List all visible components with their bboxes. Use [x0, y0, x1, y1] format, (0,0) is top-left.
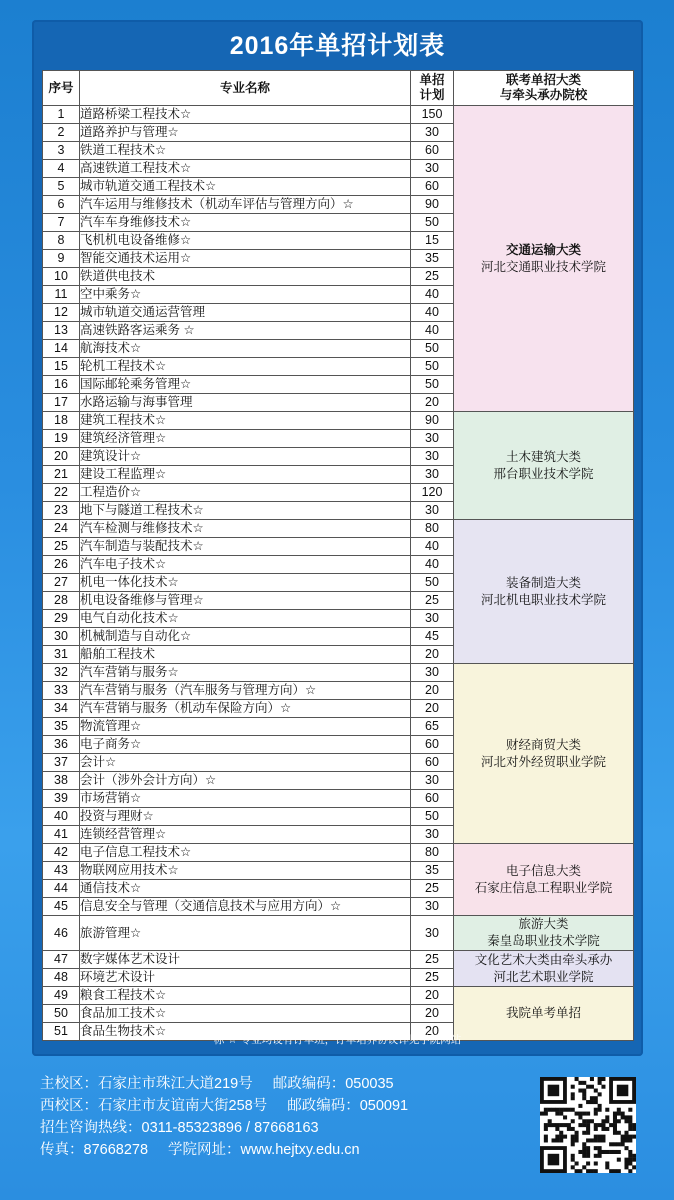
table-row: [43, 844, 634, 862]
major-name: 轮机工程技术☆: [80, 358, 411, 376]
row-number: 19: [43, 430, 80, 448]
category-name: 我院单考单招: [505, 1006, 581, 1020]
qr-code-graphic: [540, 1077, 636, 1173]
plan-count: 35: [411, 862, 454, 880]
major-name: 会计（涉外会计方向）☆: [80, 772, 411, 790]
table-row: [43, 987, 634, 1005]
header-no: 序号: [43, 71, 80, 106]
row-number: 5: [43, 178, 80, 196]
plan-count: 30: [411, 466, 454, 484]
lead-school: 秦皇岛职业技术学院: [487, 934, 600, 948]
header-qty-line1: 单招: [419, 73, 445, 87]
table-row: [43, 106, 634, 124]
major-name: 投资与理财☆: [80, 808, 411, 826]
row-number: 51: [43, 1023, 80, 1041]
row-number: 36: [43, 736, 80, 754]
major-name: 旅游管理☆: [80, 916, 411, 951]
major-name: 汽车运用与维修技术（机动车评估与管理方向）☆: [80, 196, 411, 214]
row-number: 38: [43, 772, 80, 790]
contact-info: [40, 1073, 408, 1161]
category-name: 土木建筑大类: [505, 449, 581, 464]
plan-count: 40: [411, 556, 454, 574]
row-number: 31: [43, 646, 80, 664]
page-title: 2016年单招计划表: [229, 32, 446, 60]
plan-count: 90: [411, 412, 454, 430]
header-name: 专业名称: [80, 71, 411, 106]
major-name: 电气自动化技术☆: [80, 610, 411, 628]
major-name: 信息安全与管理（交通信息技术与应用方向）☆: [80, 898, 411, 916]
plan-count: 35: [411, 250, 454, 268]
row-number: 14: [43, 340, 80, 358]
plan-count: 20: [411, 394, 454, 412]
row-number: 17: [43, 394, 80, 412]
major-name: 道路桥梁工程技术☆: [80, 106, 411, 124]
table-row: [43, 664, 634, 682]
plan-count: 50: [411, 214, 454, 232]
major-name: 会计☆: [80, 754, 411, 772]
plan-count: 30: [411, 160, 454, 178]
major-name: 工程造价☆: [80, 484, 411, 502]
plan-count: 30: [411, 772, 454, 790]
row-number: 26: [43, 556, 80, 574]
header-qty-line2: 计划: [419, 88, 445, 102]
west-campus-zip: 邮政编码：050091: [287, 1098, 409, 1114]
row-number: 8: [43, 232, 80, 250]
plan-table: [42, 70, 634, 1041]
west-campus-row: [40, 1095, 408, 1117]
row-number: 44: [43, 880, 80, 898]
table-row: [43, 412, 634, 430]
plan-count: 30: [411, 664, 454, 682]
lead-school: 河北交通职业技术学院: [480, 259, 606, 274]
main-campus-row: [40, 1073, 408, 1095]
row-number: 22: [43, 484, 80, 502]
plan-count: 65: [411, 718, 454, 736]
row-number: 35: [43, 718, 80, 736]
row-number: 13: [43, 322, 80, 340]
plan-count: 60: [411, 754, 454, 772]
row-number: 29: [43, 610, 80, 628]
lead-school: 河北对外经贸职业学院: [480, 754, 606, 769]
row-number: 7: [43, 214, 80, 232]
table-row: [43, 520, 634, 538]
major-name: 建筑经济管理☆: [80, 430, 411, 448]
header-group: [454, 71, 634, 106]
website: 学院网址：www.hejtxy.edu.cn: [168, 1142, 360, 1158]
plan-count: 80: [411, 844, 454, 862]
major-name: 物联网应用技术☆: [80, 862, 411, 880]
major-name: 机电一体化技术☆: [80, 574, 411, 592]
plan-table-body: [43, 106, 634, 1041]
major-name: 连锁经营管理☆: [80, 826, 411, 844]
plan-count: 30: [411, 826, 454, 844]
plan-count: 25: [411, 592, 454, 610]
category-cell: [454, 916, 634, 951]
plan-count: 15: [411, 232, 454, 250]
row-number: 9: [43, 250, 80, 268]
main-campus-zip: 邮政编码：050035: [272, 1076, 394, 1092]
row-number: 39: [43, 790, 80, 808]
major-name: 汽车电子技术☆: [80, 556, 411, 574]
major-name: 食品生物技术☆: [80, 1023, 411, 1041]
plan-count: 40: [411, 304, 454, 322]
plan-count: 25: [411, 951, 454, 969]
plan-count: 50: [411, 340, 454, 358]
major-name: 汽车车身维修技术☆: [80, 214, 411, 232]
row-number: 23: [43, 502, 80, 520]
row-number: 24: [43, 520, 80, 538]
plan-count: 50: [411, 358, 454, 376]
category-name: 旅游大类: [518, 917, 569, 931]
row-number: 21: [43, 466, 80, 484]
plan-count: 60: [411, 142, 454, 160]
plan-panel: [32, 20, 643, 1056]
major-name: 汽车检测与维修技术☆: [80, 520, 411, 538]
major-name: 城市轨道交通运营管理: [80, 304, 411, 322]
fax-web-row: [40, 1139, 408, 1161]
category-name: 文化艺术大类由牵头承办: [474, 952, 613, 967]
plan-count: 40: [411, 538, 454, 556]
plan-count: 20: [411, 1023, 454, 1041]
plan-count: 30: [411, 448, 454, 466]
category-name: 电子信息大类: [505, 863, 581, 878]
major-name: 物流管理☆: [80, 718, 411, 736]
major-name: 电子信息工程技术☆: [80, 844, 411, 862]
header-group-line1: 联考单招大类: [505, 73, 581, 87]
table-header-row: [43, 71, 634, 106]
plan-count: 30: [411, 502, 454, 520]
plan-count: 30: [411, 430, 454, 448]
major-name: 地下与隧道工程技术☆: [80, 502, 411, 520]
major-name: 铁道供电技术: [80, 268, 411, 286]
major-name: 通信技术☆: [80, 880, 411, 898]
row-number: 50: [43, 1005, 80, 1023]
row-number: 25: [43, 538, 80, 556]
hotline: 招生咨询热线：0311-85323896 / 87668163: [40, 1120, 319, 1136]
plan-count: 60: [411, 790, 454, 808]
row-number: 20: [43, 448, 80, 466]
plan-count: 80: [411, 520, 454, 538]
fax: 传真：87668278: [40, 1142, 149, 1158]
plan-count: 20: [411, 987, 454, 1005]
row-number: 42: [43, 844, 80, 862]
row-number: 32: [43, 664, 80, 682]
major-name: 食品加工技术☆: [80, 1005, 411, 1023]
major-name: 建设工程监理☆: [80, 466, 411, 484]
row-number: 28: [43, 592, 80, 610]
plan-count: 90: [411, 196, 454, 214]
plan-count: 20: [411, 700, 454, 718]
major-name: 数字媒体艺术设计: [80, 951, 411, 969]
major-name: 高速铁路客运乘务 ☆: [80, 322, 411, 340]
row-number: 40: [43, 808, 80, 826]
row-number: 10: [43, 268, 80, 286]
row-number: 30: [43, 628, 80, 646]
row-number: 16: [43, 376, 80, 394]
major-name: 汽车营销与服务☆: [80, 664, 411, 682]
plan-count: 40: [411, 322, 454, 340]
plan-count: 150: [411, 106, 454, 124]
major-name: 汽车营销与服务（汽车服务与管理方向）☆: [80, 682, 411, 700]
plan-count: 30: [411, 898, 454, 916]
plan-count: 45: [411, 628, 454, 646]
major-name: 汽车制造与装配技术☆: [80, 538, 411, 556]
major-name: 建筑工程技术☆: [80, 412, 411, 430]
major-name: 城市轨道交通工程技术☆: [80, 178, 411, 196]
major-name: 智能交通技术运用☆: [80, 250, 411, 268]
row-number: 48: [43, 969, 80, 987]
major-name: 环境艺术设计: [80, 969, 411, 987]
major-name: 建筑设计☆: [80, 448, 411, 466]
plan-count: 20: [411, 682, 454, 700]
plan-count: 60: [411, 736, 454, 754]
table-row: [43, 916, 634, 951]
major-name: 水路运输与海事管理: [80, 394, 411, 412]
row-number: 34: [43, 700, 80, 718]
order-class-note: 标“☆”专业均设有订单班，订单培养协议详见学院网站: [213, 1034, 462, 1046]
plan-count: 25: [411, 969, 454, 987]
major-name: 汽车营销与服务（机动车保险方向）☆: [80, 700, 411, 718]
table-row: [43, 951, 634, 969]
plan-count: 30: [411, 610, 454, 628]
lead-school: 河北机电职业技术学院: [480, 592, 606, 607]
plan-count: 50: [411, 574, 454, 592]
row-number: 46: [43, 916, 80, 951]
major-name: 飞机机电设备维修☆: [80, 232, 411, 250]
row-number: 37: [43, 754, 80, 772]
west-campus-address: 西校区：石家庄市友谊南大街258号: [40, 1098, 268, 1114]
plan-count: 20: [411, 646, 454, 664]
major-name: 市场营销☆: [80, 790, 411, 808]
category-cell: [454, 844, 634, 916]
plan-count: 50: [411, 808, 454, 826]
plan-count: 120: [411, 484, 454, 502]
row-number: 2: [43, 124, 80, 142]
major-name: 高速铁道工程技术☆: [80, 160, 411, 178]
lead-school: 石家庄信息工程职业学院: [474, 880, 613, 895]
category-cell: [454, 106, 634, 412]
header-qty: [411, 71, 454, 106]
row-number: 41: [43, 826, 80, 844]
plan-count: 50: [411, 376, 454, 394]
category-cell: [454, 664, 634, 844]
row-number: 1: [43, 106, 80, 124]
qr-code-icon: [540, 1077, 636, 1173]
row-number: 12: [43, 304, 80, 322]
plan-count: 25: [411, 268, 454, 286]
row-number: 45: [43, 898, 80, 916]
major-name: 道路养护与管理☆: [80, 124, 411, 142]
category-name: 装备制造大类: [505, 575, 581, 590]
category-name: 财经商贸大类: [505, 737, 581, 752]
row-number: 18: [43, 412, 80, 430]
lead-school: 河北艺术职业学院: [493, 969, 594, 984]
header-group-line2: 与牵头承办院校: [499, 88, 588, 102]
row-number: 49: [43, 987, 80, 1005]
major-name: 电子商务☆: [80, 736, 411, 754]
major-name: 铁道工程技术☆: [80, 142, 411, 160]
plan-count: 30: [411, 124, 454, 142]
row-number: 15: [43, 358, 80, 376]
category-cell: [454, 520, 634, 664]
row-number: 27: [43, 574, 80, 592]
category-name: 交通运输大类: [505, 242, 581, 257]
major-name: 空中乘务☆: [80, 286, 411, 304]
row-number: 4: [43, 160, 80, 178]
major-name: 机械制造与自动化☆: [80, 628, 411, 646]
major-name: 机电设备维修与管理☆: [80, 592, 411, 610]
row-number: 3: [43, 142, 80, 160]
lead-school: 邢台职业技术学院: [493, 466, 594, 481]
major-name: 粮食工程技术☆: [80, 987, 411, 1005]
main-campus-address: 主校区：石家庄市珠江大道219号: [40, 1076, 253, 1092]
row-number: 11: [43, 286, 80, 304]
major-name: 船舶工程技术: [80, 646, 411, 664]
row-number: 6: [43, 196, 80, 214]
major-name: 国际邮轮乘务管理☆: [80, 376, 411, 394]
plan-count: 20: [411, 1005, 454, 1023]
plan-count: 30: [411, 916, 454, 951]
plan-count: 40: [411, 286, 454, 304]
plan-count: 60: [411, 178, 454, 196]
category-cell: [454, 412, 634, 520]
category-cell: [454, 951, 634, 987]
row-number: 43: [43, 862, 80, 880]
plan-count: 25: [411, 880, 454, 898]
row-number: 33: [43, 682, 80, 700]
major-name: 航海技术☆: [80, 340, 411, 358]
row-number: 47: [43, 951, 80, 969]
